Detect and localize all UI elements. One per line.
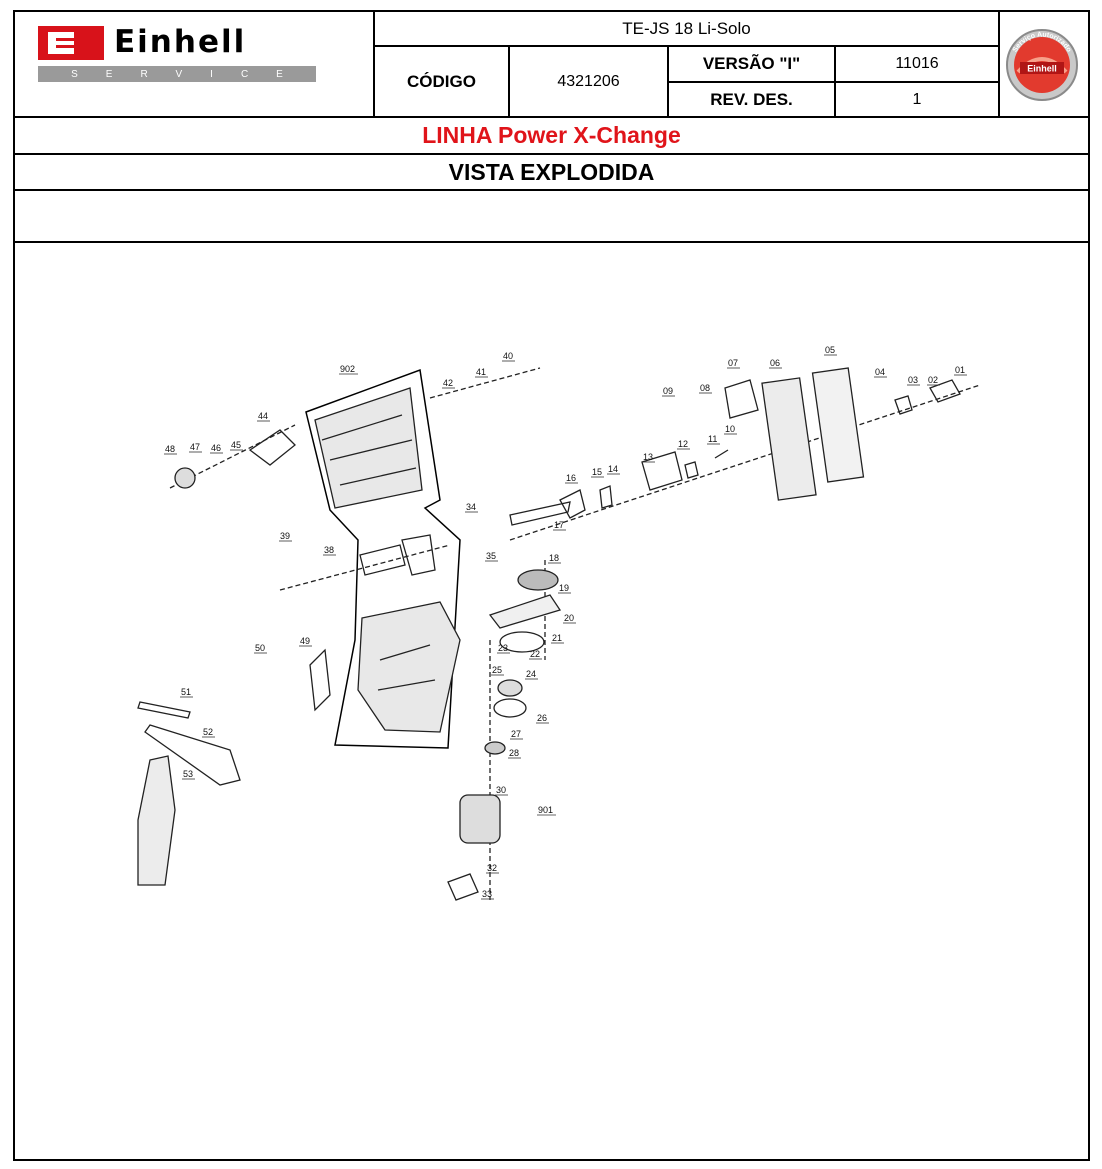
part-callout-46: 46 — [211, 443, 222, 453]
part-callout-50: 50 — [255, 643, 266, 653]
part-callout-28: 28 — [509, 748, 520, 758]
part-callout-49: 49 — [300, 636, 311, 646]
part-callout-34: 34 — [466, 502, 477, 512]
part-callout-44: 44 — [258, 411, 269, 421]
part-callout-07: 07 — [728, 358, 739, 368]
grid-line — [13, 189, 1090, 191]
part-callout-15: 15 — [592, 467, 603, 477]
part-callout-41: 41 — [476, 367, 487, 377]
authorized-service-badge — [1004, 28, 1080, 102]
part-callout-20: 20 — [564, 613, 575, 623]
logo-brand-text: Einhell — [114, 24, 247, 60]
part-callout-02: 02 — [928, 375, 939, 385]
part-callout-53: 53 — [183, 769, 194, 779]
exploded-view-diagram — [130, 340, 990, 920]
part-callout-45: 45 — [231, 440, 242, 450]
part-callout-05: 05 — [825, 345, 836, 355]
logo-service-text: SERVICE — [38, 66, 316, 82]
part-callout-51: 51 — [181, 687, 192, 697]
part-callout-12: 12 — [678, 439, 689, 449]
versao-value: 11016 — [895, 55, 939, 72]
part-callout-18: 18 — [549, 553, 560, 563]
part-callout-24: 24 — [526, 669, 537, 679]
product-line-title: LINHA Power X-Change — [422, 122, 681, 148]
part-callout-23: 23 — [498, 643, 509, 653]
part-callout-03: 03 — [908, 375, 919, 385]
part-callout-21: 21 — [552, 633, 563, 643]
part-callout-17: 17 — [554, 520, 565, 530]
part-callout-04: 04 — [875, 367, 886, 377]
rev-label: REV. DES. — [710, 89, 793, 109]
part-callout-48: 48 — [165, 444, 176, 454]
part-callout-27: 27 — [511, 729, 522, 739]
badge-top-text: Serviço Autorizado — [1011, 31, 1073, 54]
part-callout-40: 40 — [503, 351, 514, 361]
part-callout-13: 13 — [643, 452, 654, 462]
versao-label: VERSÃO "I" — [702, 54, 801, 73]
part-callout-01: 01 — [955, 365, 966, 375]
part-callout-10: 10 — [725, 424, 736, 434]
codigo-label: CÓDIGO — [407, 71, 476, 91]
rev-value: 1 — [912, 90, 922, 108]
part-callout-47: 47 — [190, 442, 201, 452]
part-callout-14: 14 — [608, 464, 619, 474]
part-callout-11: 11 — [708, 434, 718, 444]
part-callout-901: 901 — [538, 805, 554, 815]
part-callout-42: 42 — [443, 378, 454, 388]
einhell-service-logo — [38, 26, 318, 82]
part-callout-08: 08 — [700, 383, 711, 393]
view-title: VISTA EXPLODIDA — [448, 158, 655, 185]
part-callout-33: 33 — [482, 889, 493, 899]
part-callout-19: 19 — [559, 583, 570, 593]
part-callout-09: 09 — [663, 386, 674, 396]
part-callout-38: 38 — [324, 545, 335, 555]
part-callout-16: 16 — [566, 473, 577, 483]
logo-mark-icon — [38, 26, 104, 60]
part-callout-22: 22 — [530, 649, 541, 659]
part-callout-25: 25 — [492, 665, 503, 675]
part-callout-52: 52 — [203, 727, 214, 737]
badge-brand-text: Einhell — [1027, 63, 1057, 74]
part-callout-35: 35 — [486, 551, 497, 561]
part-callout-902: 902 — [340, 364, 356, 374]
part-callout-30: 30 — [496, 785, 507, 795]
part-callout-26: 26 — [537, 713, 548, 723]
model-name: TE-JS 18 Li-Solo — [622, 18, 751, 38]
codigo-value: 4321206 — [557, 72, 620, 90]
part-callout-06: 06 — [770, 358, 781, 368]
part-callout-32: 32 — [487, 863, 498, 873]
grid-line — [13, 241, 1090, 243]
part-callout-39: 39 — [280, 531, 291, 541]
grid-line — [998, 10, 1000, 117]
